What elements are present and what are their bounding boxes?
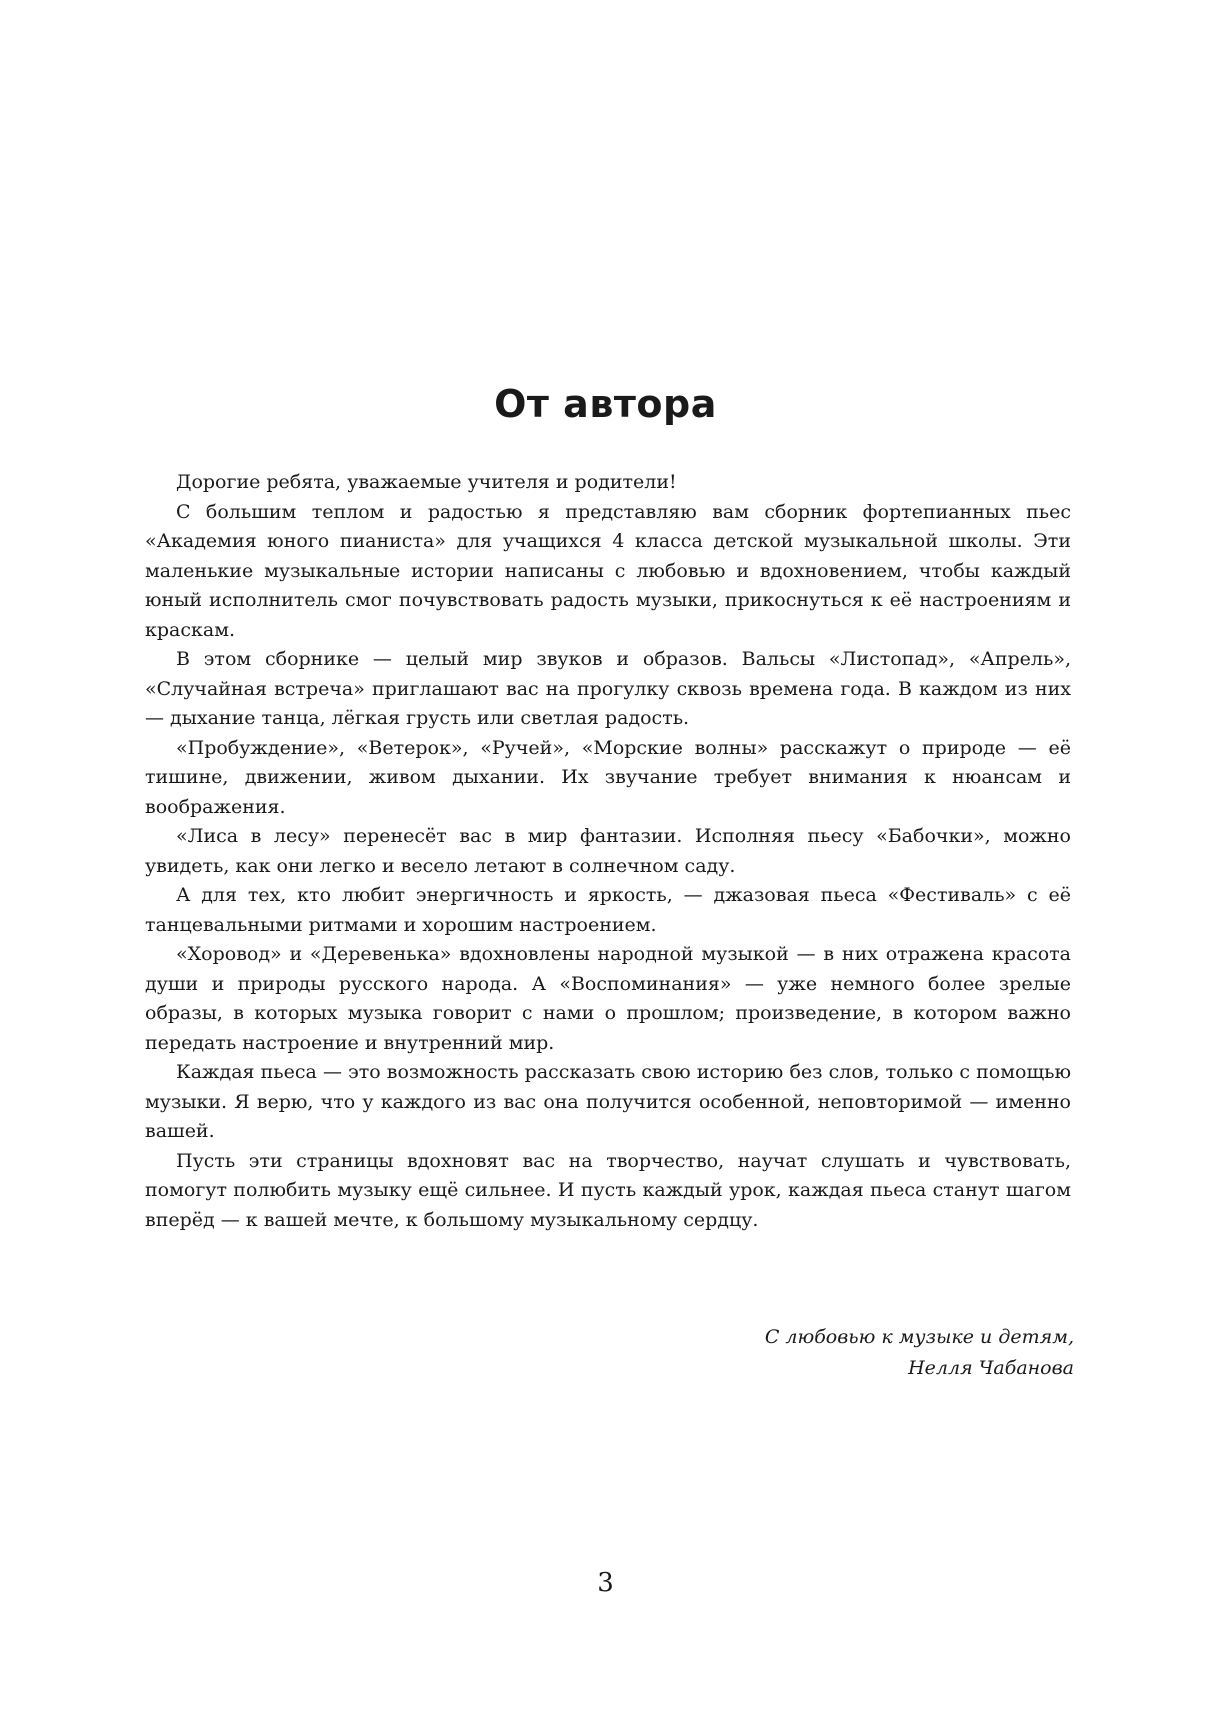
author-signature [574, 1322, 1074, 1384]
paragraph-closing: Пусть эти страницы вдохновят вас на творчество, научат слушать и чувствовать, помогут полюбить музыку ещё сильнее. И пусть каждый урок, каждая пьеса станут шагом вперёд — к вашей мечте, к большому музыкальному сердцу. [145, 1149, 1071, 1231]
page-title: От автора [494, 382, 717, 426]
page-number: 3 [597, 1568, 614, 1598]
signature-dedication: С любовью к музыке и детям, [764, 1326, 1074, 1348]
paragraph-greeting: Дорогие ребята, уважаемые учителя и родители! [176, 471, 677, 493]
author-foreword [145, 468, 1071, 1235]
paragraph-fantasy: «Лиса в лесу» перенесёт вас в мир фантазии. Исполняя пьесу «Бабочки», можно увидеть, как они легко и весело летают в солнечном саду. [145, 825, 1071, 877]
paragraph-jazz: А для тех, кто любит энергичность и яркость, — джазовая пьеса «Фестиваль» с её танцевальными ритмами и хорошим настроением. [145, 884, 1071, 936]
paragraph-each-piece: Каждая пьеса — это возможность рассказать свою историю без слов, только с помощью музыки. Я верю, что у каждого из вас она получится особенной, неповторимой — именно вашей. [145, 1061, 1071, 1142]
paragraph-folk: «Хоровод» и «Деревенька» вдохновлены народной музыкой — в них отражена красота души и природы русского народа. А «Воспоминания» — уже немного более зрелые образы, в которых музыка говорит с нами о прошлом; произведение, в котором важно передать настроение и внутренний мир. [145, 943, 1071, 1054]
paragraph-nature: «Пробуждение», «Ветерок», «Ручей», «Морские волны» расскажут о природе — её тишине, движении, живом дыхании. Их звучание требует внимания к нюансам и воображения. [145, 736, 1071, 818]
paragraph-waltzes: В этом сборнике — целый мир звуков и образов. Вальсы «Листопад», «Апрель», «Случайная встреча» приглашают вас на прогулку сквозь времена года. В каждом из них — дыхание танца, лёгкая грусть или светлая радость. [145, 648, 1071, 729]
signature-author-name: Нелля Чабанова [908, 1357, 1074, 1379]
paragraph-introduction: С большим теплом и радостью я представляю вам сборник фортепианных пьес «Академия юного пианиста» для учащихся 4 класса детской музыкальной школы. Эти маленькие музыкальные истории написаны с любовью и вдохновением, чтобы каждый юный исполнитель смог почувствовать радость музыки, прикоснуться к её настроениям и краскам. [145, 500, 1071, 641]
